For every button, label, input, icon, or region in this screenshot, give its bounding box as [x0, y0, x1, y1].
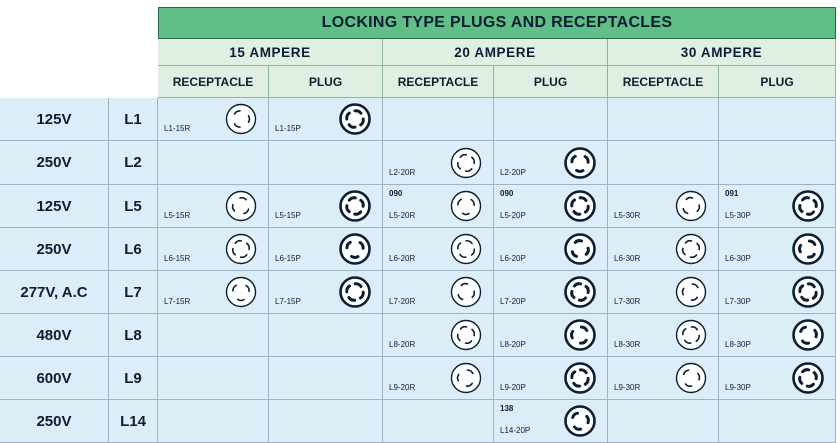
device-label: L6-30R [614, 254, 641, 263]
plug-icon [791, 361, 825, 395]
device-cell [608, 314, 719, 357]
catalog-number: 091 [725, 189, 739, 198]
device-cell [494, 400, 608, 443]
device-cell [383, 141, 494, 185]
voltage-label: 250V [0, 141, 109, 185]
empty-cell [719, 400, 836, 443]
receptacle-column-header: RECEPTACLE [383, 66, 494, 98]
empty-cell [269, 400, 383, 443]
device-label: L7-20P [500, 297, 526, 306]
device-label: L6-15P [275, 254, 301, 263]
device-cell [383, 271, 494, 314]
empty-cell [269, 357, 383, 400]
device-cell [719, 271, 836, 314]
device-cell [269, 185, 383, 228]
plug-icon [338, 189, 372, 223]
device-label: L8-30P [725, 340, 751, 349]
empty-cell [158, 400, 269, 443]
plug-icon [791, 318, 825, 352]
plug-icon [338, 102, 372, 136]
device-cell [269, 98, 383, 141]
device-cell [494, 141, 608, 185]
device-label: L6-20R [389, 254, 416, 263]
voltage-label: 250V [0, 400, 109, 443]
plug-icon [563, 318, 597, 352]
device-cell [158, 228, 269, 271]
plug-icon [338, 232, 372, 266]
voltage-label: 125V [0, 98, 109, 141]
device-cell [383, 228, 494, 271]
ampere-header: 15 AMPERE [158, 39, 383, 66]
device-cell [269, 228, 383, 271]
empty-cell [158, 357, 269, 400]
empty-cell [158, 141, 269, 185]
empty-cell [383, 98, 494, 141]
device-label: L8-30R [614, 340, 641, 349]
empty-cell [608, 400, 719, 443]
device-label: L6-15R [164, 254, 191, 263]
device-label: L9-20P [500, 383, 526, 392]
voltage-label: 125V [0, 185, 109, 228]
device-cell [494, 357, 608, 400]
nema-code: L14 [109, 400, 158, 443]
table-title: LOCKING TYPE PLUGS AND RECEPTACLES [158, 7, 836, 39]
empty-cell [158, 314, 269, 357]
device-label: L9-20R [389, 383, 416, 392]
device-label: L6-20P [500, 254, 526, 263]
receptacle-icon [674, 275, 708, 309]
catalog-number: 090 [500, 189, 514, 198]
device-label: L5-30P [725, 211, 751, 220]
device-label: L5-20P [500, 211, 526, 220]
device-cell [719, 228, 836, 271]
device-cell [494, 185, 608, 228]
empty-cell [383, 400, 494, 443]
plug-icon [563, 361, 597, 395]
device-label: L14-20P [500, 426, 531, 435]
empty-cell [269, 141, 383, 185]
receptacle-icon [674, 189, 708, 223]
nema-code: L2 [109, 141, 158, 185]
device-cell [494, 271, 608, 314]
plug-icon [563, 404, 597, 438]
empty-cell [269, 314, 383, 357]
plug-icon [338, 275, 372, 309]
device-label: L7-30R [614, 297, 641, 306]
plug-icon [791, 232, 825, 266]
plug-column-header: PLUG [494, 66, 608, 98]
receptacle-icon [674, 232, 708, 266]
nema-code: L5 [109, 185, 158, 228]
device-label: L7-30P [725, 297, 751, 306]
device-label: L9-30P [725, 383, 751, 392]
voltage-label: 277V, A.C [0, 271, 109, 314]
device-cell [494, 314, 608, 357]
device-label: L9-30R [614, 383, 641, 392]
receptacle-icon [449, 232, 483, 266]
plug-icon [791, 275, 825, 309]
device-cell [383, 185, 494, 228]
nema-code: L6 [109, 228, 158, 271]
device-label: L2-20P [500, 168, 526, 177]
receptacle-icon [449, 361, 483, 395]
device-cell [158, 185, 269, 228]
voltage-label: 480V [0, 314, 109, 357]
device-label: L7-15R [164, 297, 191, 306]
device-label: L7-20R [389, 297, 416, 306]
device-cell [269, 271, 383, 314]
device-cell [158, 271, 269, 314]
device-label: L7-15P [275, 297, 301, 306]
device-label: L1-15P [275, 124, 301, 133]
plug-icon [791, 189, 825, 223]
device-label: L5-20R [389, 211, 416, 220]
device-cell [719, 357, 836, 400]
plug-column-header: PLUG [269, 66, 383, 98]
receptacle-icon [449, 275, 483, 309]
plug-icon [563, 146, 597, 180]
plug-column-header: PLUG [719, 66, 836, 98]
plug-icon [563, 232, 597, 266]
device-cell [719, 185, 836, 228]
receptacle-icon [449, 189, 483, 223]
device-cell [383, 314, 494, 357]
plug-icon [563, 189, 597, 223]
nema-code: L1 [109, 98, 158, 141]
device-cell [608, 271, 719, 314]
device-cell [719, 314, 836, 357]
device-label: L2-20R [389, 168, 416, 177]
receptacle-icon [224, 275, 258, 309]
nema-code: L7 [109, 271, 158, 314]
nema-code: L8 [109, 314, 158, 357]
empty-cell [608, 98, 719, 141]
empty-cell [719, 98, 836, 141]
ampere-header: 20 AMPERE [383, 39, 608, 66]
device-label: L5-15P [275, 211, 301, 220]
device-label: L8-20R [389, 340, 416, 349]
voltage-label: 250V [0, 228, 109, 271]
receptacle-icon [449, 146, 483, 180]
device-cell [494, 228, 608, 271]
receptacle-icon [224, 189, 258, 223]
device-cell [608, 357, 719, 400]
nema-code: L9 [109, 357, 158, 400]
receptacle-column-header: RECEPTACLE [608, 66, 719, 98]
device-label: L5-15R [164, 211, 191, 220]
device-label: L5-30R [614, 211, 641, 220]
receptacle-icon [674, 361, 708, 395]
catalog-number: 138 [500, 404, 514, 413]
receptacle-icon [224, 232, 258, 266]
plug-icon [563, 275, 597, 309]
device-cell [158, 98, 269, 141]
ampere-header: 30 AMPERE [608, 39, 836, 66]
device-cell [383, 357, 494, 400]
empty-cell [719, 141, 836, 185]
receptacle-column-header: RECEPTACLE [158, 66, 269, 98]
device-label: L6-30P [725, 254, 751, 263]
device-label: L1-15R [164, 124, 191, 133]
voltage-label: 600V [0, 357, 109, 400]
receptacle-icon [674, 318, 708, 352]
empty-cell [494, 98, 608, 141]
device-label: L8-20P [500, 340, 526, 349]
receptacle-icon [224, 102, 258, 136]
receptacle-icon [449, 318, 483, 352]
empty-cell [608, 141, 719, 185]
device-cell [608, 185, 719, 228]
device-cell [608, 228, 719, 271]
catalog-number: 090 [389, 189, 403, 198]
